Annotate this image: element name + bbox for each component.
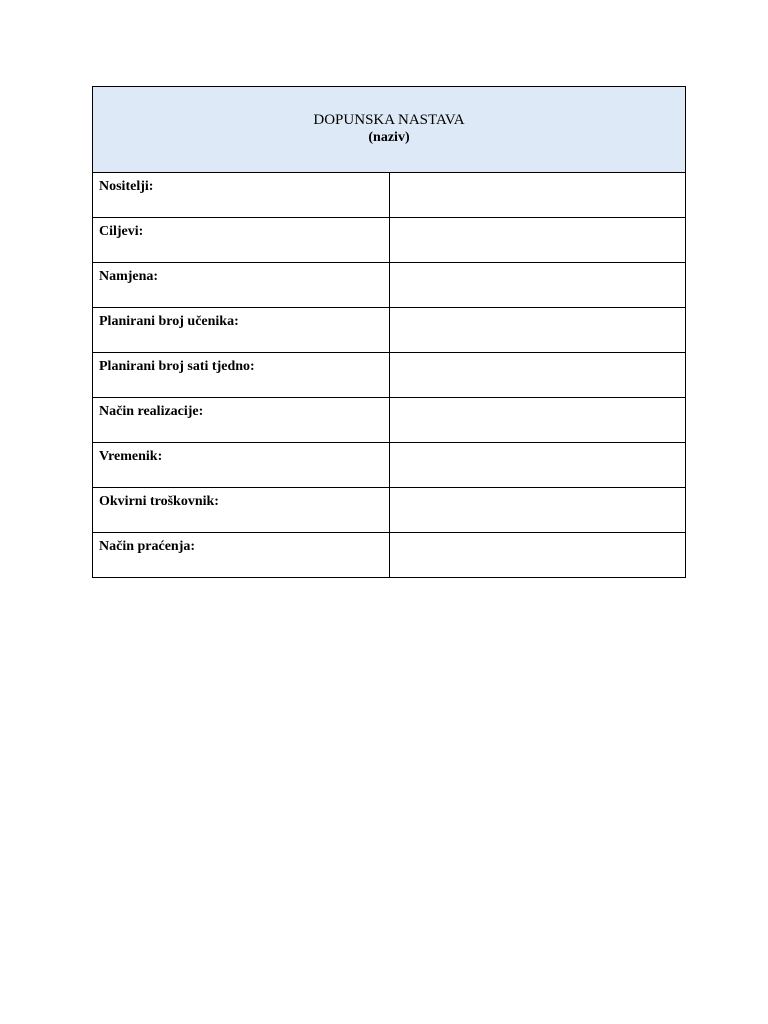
form-label-cell bbox=[93, 308, 390, 353]
form-value-cell[interactable] bbox=[389, 308, 686, 353]
form-label: Namjena: bbox=[99, 269, 159, 284]
form-value-cell[interactable] bbox=[389, 488, 686, 533]
form-header-row bbox=[93, 87, 686, 173]
form-label: Način realizacije: bbox=[99, 404, 204, 419]
form-label-cell bbox=[93, 218, 390, 263]
form-label-cell bbox=[93, 173, 390, 218]
form-label-cell bbox=[93, 353, 390, 398]
form-header-cell bbox=[93, 87, 686, 173]
form-value-cell[interactable] bbox=[389, 398, 686, 443]
form-label-cell bbox=[93, 398, 390, 443]
form-label: Nositelji: bbox=[99, 179, 154, 194]
form-label: Okvirni troškovnik: bbox=[99, 494, 219, 509]
form-row-nositelji bbox=[93, 173, 686, 218]
form-row-nacin-realizacije bbox=[93, 398, 686, 443]
form-row-ciljevi bbox=[93, 218, 686, 263]
form-label-cell bbox=[93, 443, 390, 488]
form-title: DOPUNSKA NASTAVA bbox=[313, 112, 465, 128]
form-label-cell bbox=[93, 263, 390, 308]
form-label-cell bbox=[93, 533, 390, 578]
form-label: Ciljevi: bbox=[99, 224, 144, 239]
form-label: Planirani broj učenika: bbox=[99, 314, 239, 329]
form-row-nacin-pracenja bbox=[93, 533, 686, 578]
form-label: Planirani broj sati tjedno: bbox=[99, 359, 255, 374]
form-value-cell[interactable] bbox=[389, 173, 686, 218]
form-value-cell[interactable] bbox=[389, 443, 686, 488]
form-row-namjena bbox=[93, 263, 686, 308]
form-value-cell[interactable] bbox=[389, 533, 686, 578]
activity-form-table bbox=[92, 86, 686, 578]
form-value-cell[interactable] bbox=[389, 353, 686, 398]
form-label-cell bbox=[93, 488, 390, 533]
form-value-cell[interactable] bbox=[389, 263, 686, 308]
form-value-cell[interactable] bbox=[389, 218, 686, 263]
form-row-vremenik bbox=[93, 443, 686, 488]
form-label: Vremenik: bbox=[99, 449, 163, 464]
form-subtitle: (naziv) bbox=[368, 130, 410, 145]
form-row-okvirni-troskovnik bbox=[93, 488, 686, 533]
form-row-planirani-broj-ucenika bbox=[93, 308, 686, 353]
form-label: Način praćenja: bbox=[99, 539, 196, 554]
form-row-planirani-broj-sati bbox=[93, 353, 686, 398]
